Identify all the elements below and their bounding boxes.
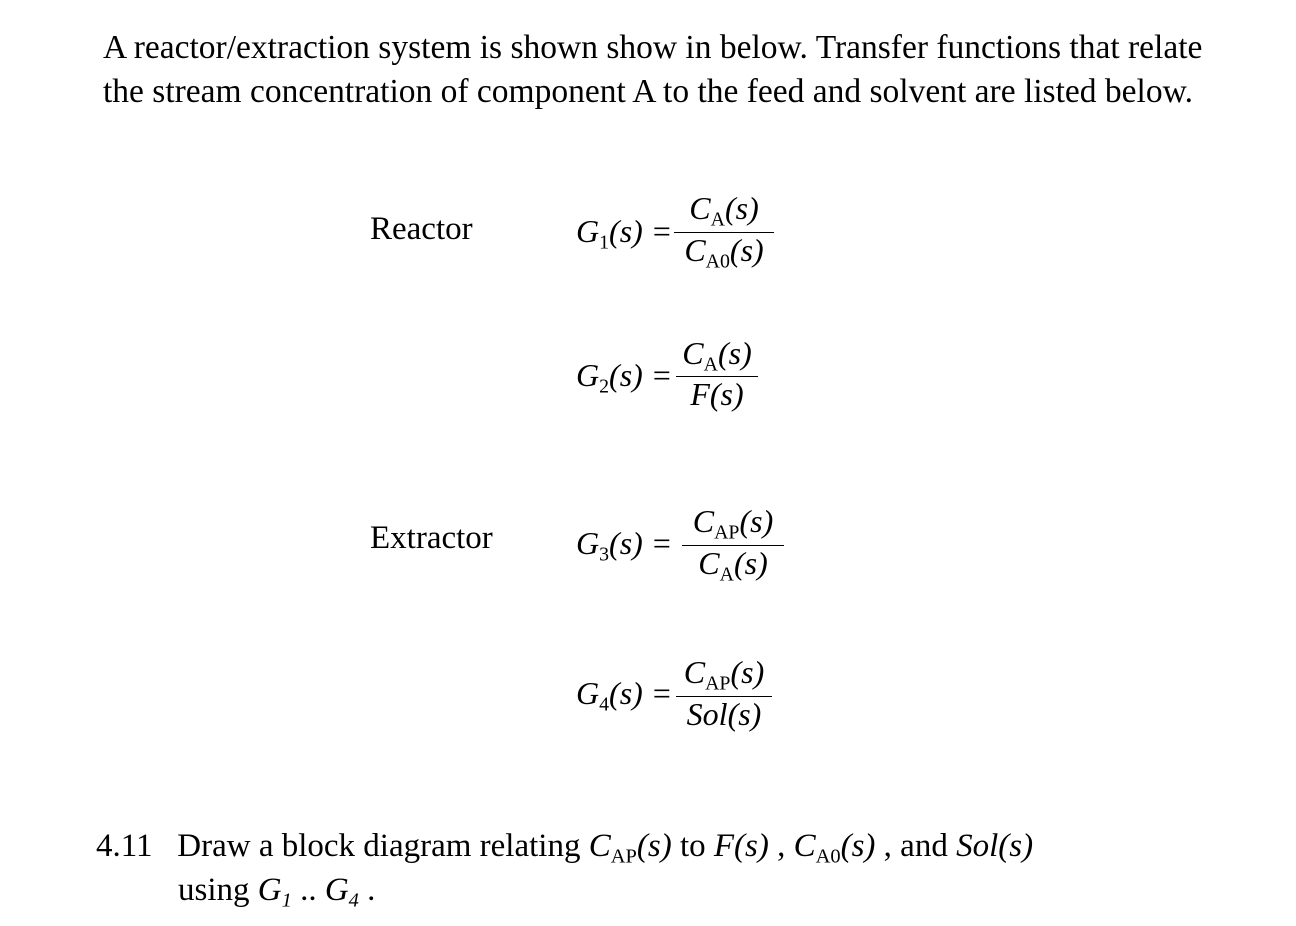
comma-and: , and [883, 828, 948, 864]
g1-fraction [674, 190, 774, 276]
question-4-11 [96, 824, 1033, 912]
g3-numerator: $C_{AP}(s)$ [692, 503, 774, 544]
f-expression: F(s) [713, 828, 769, 864]
comma: , [777, 828, 786, 864]
sol-expression: Sol(s) [956, 828, 1034, 864]
question-line-2: using $G_1$ .. $G_4$ . [178, 872, 376, 912]
intro-line-1: A reactor/extraction system is shown show in below. Transfer functions that relate [103, 29, 1203, 66]
g2-lhs: $G_2(s)$ = [576, 357, 673, 398]
question-number: 4.11 [96, 828, 153, 864]
g3-denominator: $C_A(s)$ [698, 545, 768, 586]
g4-numerator: $C_{AP}(s)$ [683, 654, 765, 695]
g4-lhs: $G_4(s)$ = [576, 675, 673, 716]
to-word: to [679, 828, 706, 864]
g1-numerator: $C_A(s)$ [689, 190, 759, 231]
question-line-1 [96, 824, 1033, 868]
g4-denominator: Sol(s) [686, 696, 762, 732]
intro-line-2: the stream concentration of component A to the feed and solvent are listed below. [103, 73, 1193, 110]
g1-lhs: $G_1(s)$ = [576, 213, 673, 254]
g2-denominator: F(s) [690, 376, 744, 412]
using-word: using [178, 872, 250, 908]
g3-fraction [682, 503, 784, 589]
reactor-label: Reactor [370, 211, 473, 247]
question-text: Draw a block diagram relating [177, 828, 581, 864]
g4-fraction [676, 654, 772, 740]
extractor-label: Extractor [370, 520, 493, 556]
cap-expression: $C_{AP}(s)$ [588, 828, 672, 868]
g2-numerator: $C_A(s)$ [682, 335, 752, 376]
ca0-expression: $C_{A0}(s)$ [793, 828, 876, 868]
g3-lhs: $G_3(s)$ = [576, 525, 673, 566]
g2-fraction [676, 335, 758, 421]
intro-paragraph [103, 26, 1293, 114]
g1-denominator: $C_{A0}(s)$ [684, 232, 764, 273]
